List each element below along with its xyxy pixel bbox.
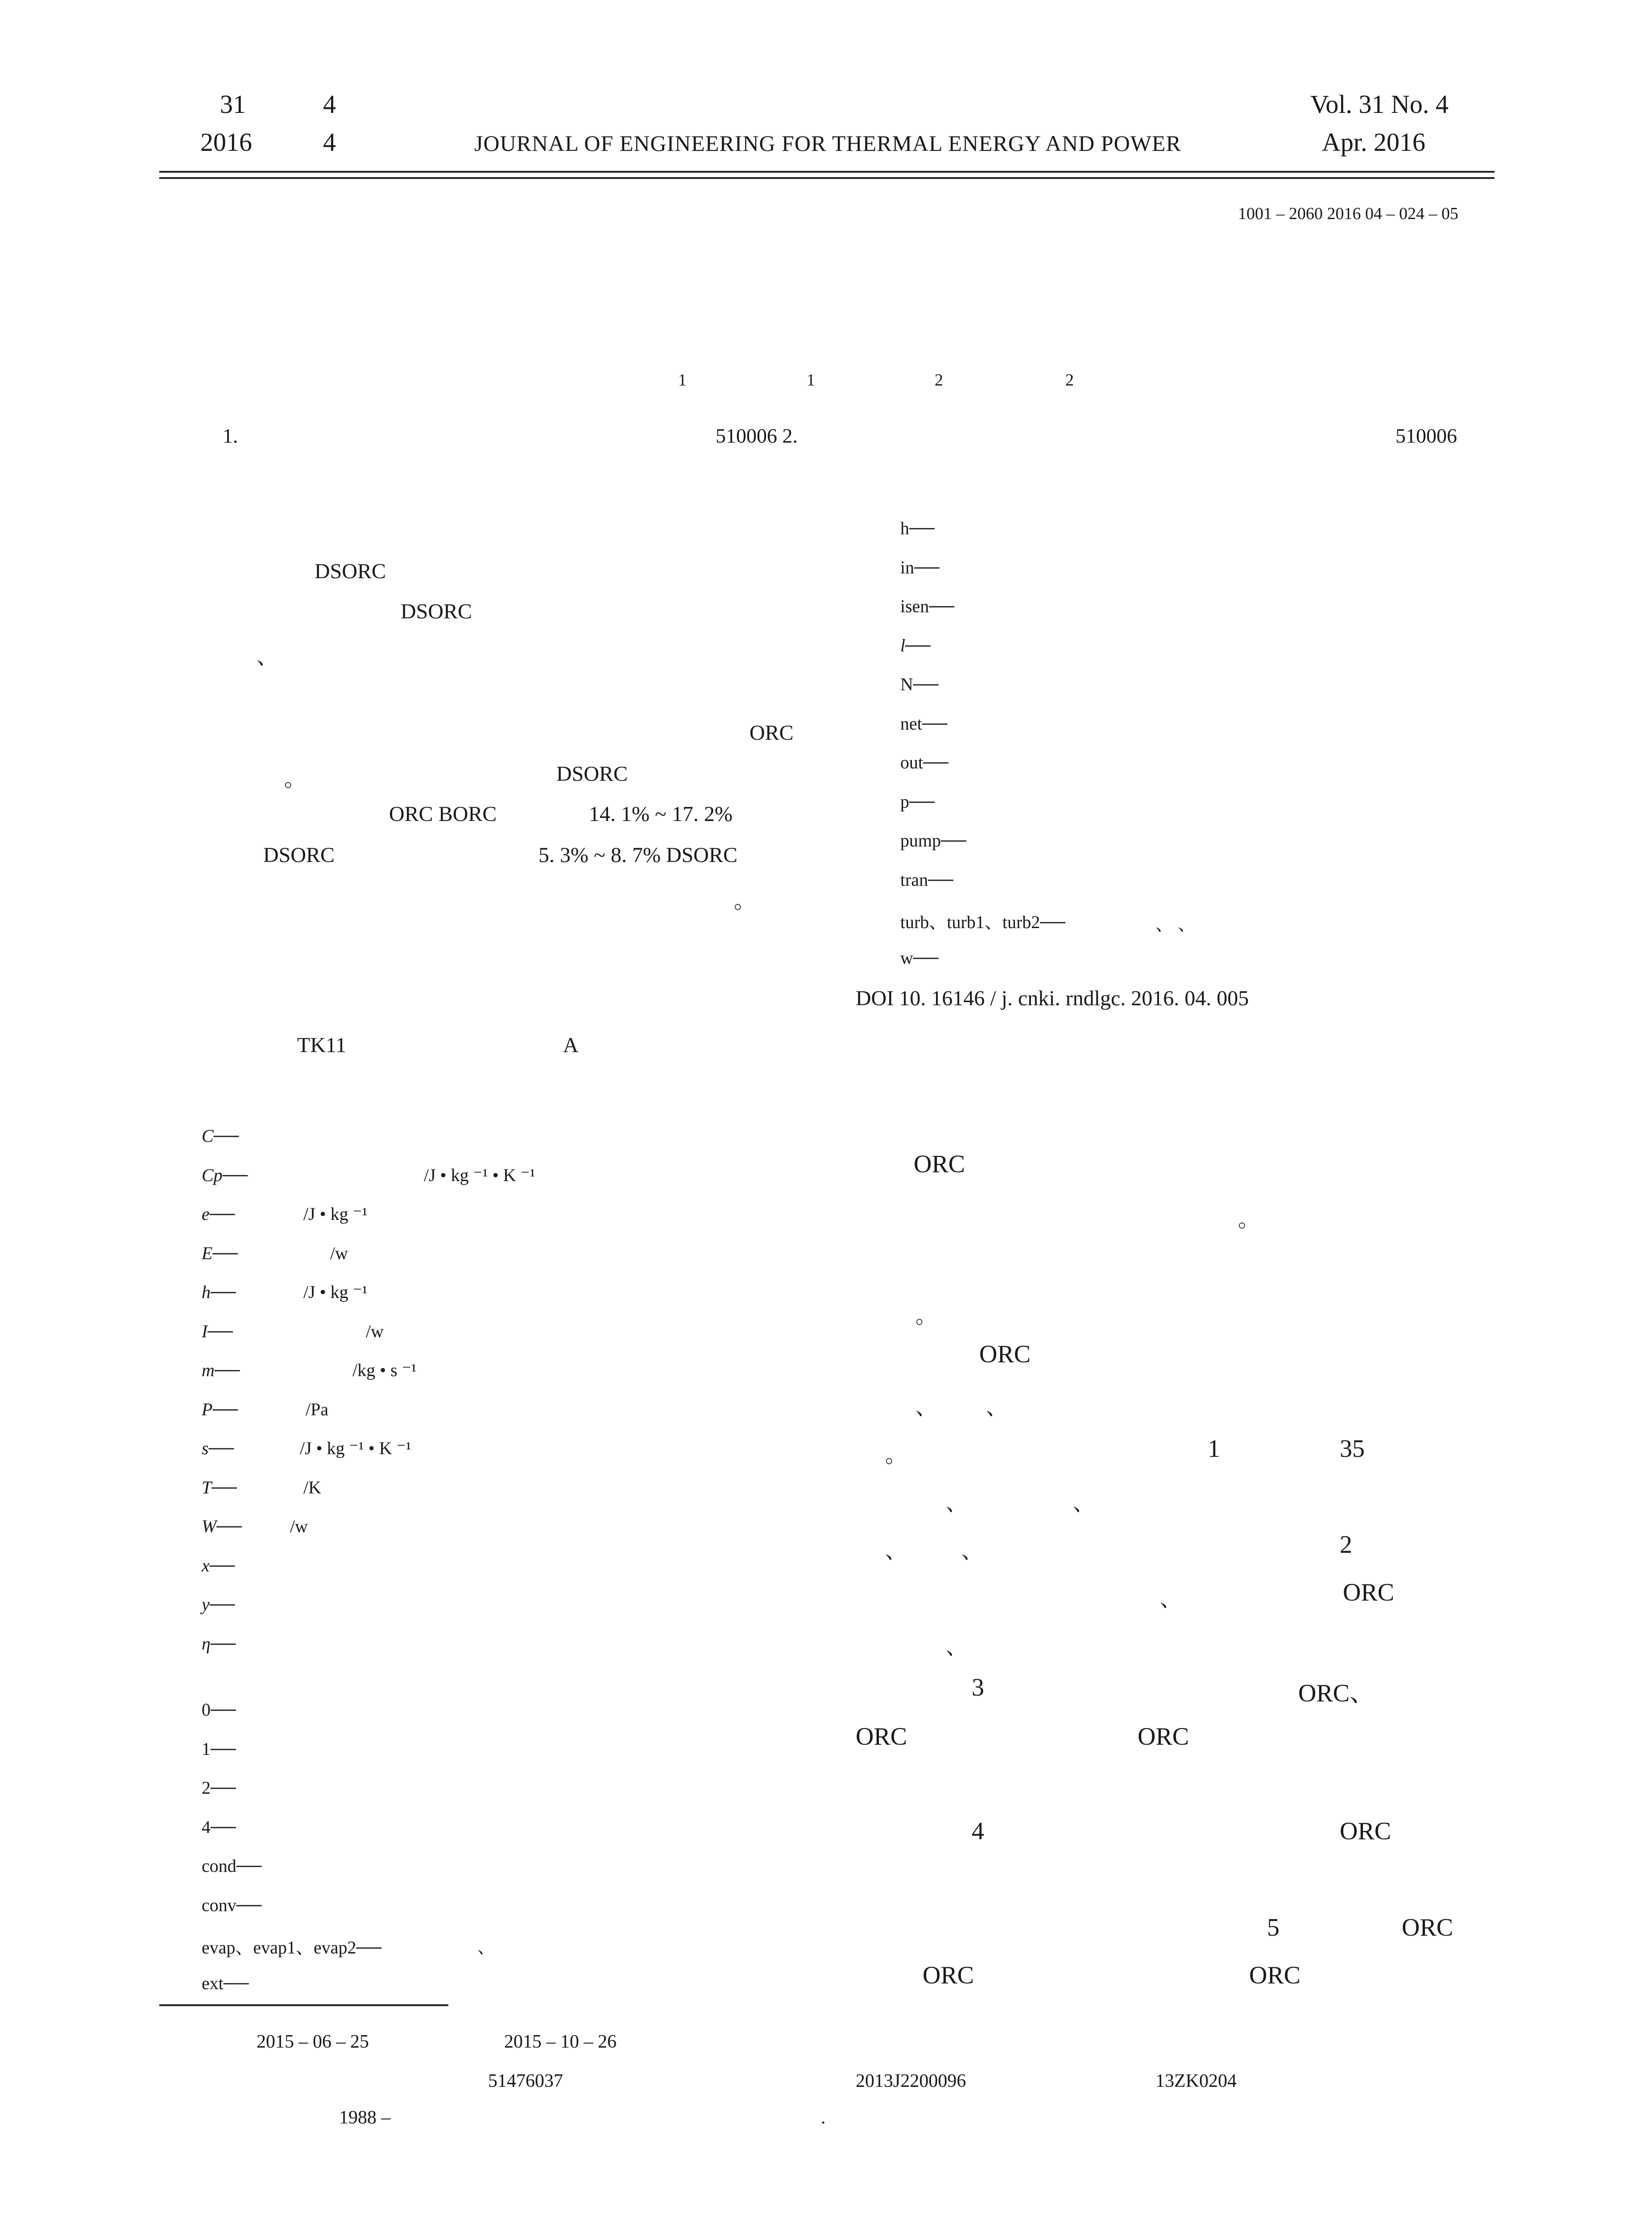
nomenclature-evap-tail: 、	[477, 1937, 495, 1957]
nomenclature-symbol: η	[202, 1633, 211, 1654]
nomenclature-symbol: Cp	[202, 1165, 223, 1185]
revised-date: 2015 – 10 – 26	[504, 2032, 617, 2052]
nomenclature-symbol: T	[202, 1477, 212, 1497]
nomenclature-unit: /J • kg ⁻¹ • K ⁻¹	[300, 1438, 411, 1458]
affiliation-1-zip: 510006 2.	[716, 424, 798, 447]
footnote-rule	[159, 2004, 448, 2006]
header-month: 4	[323, 128, 336, 157]
nomenclature-unit: /J • kg ⁻¹ • K ⁻¹	[424, 1165, 535, 1185]
abstract-text: 14. 1% ~ 17. 2%	[589, 802, 733, 826]
nomenclature-symbol: W	[202, 1516, 217, 1536]
affiliation-1-number: 1.	[223, 424, 238, 447]
nomenclature-symbol: y	[202, 1594, 210, 1614]
header-volume: 31	[220, 90, 246, 119]
nomenclature-dash: ──	[211, 1477, 237, 1497]
nomenclature-dash: ──	[216, 1516, 242, 1536]
intro-text: 1	[1208, 1435, 1220, 1463]
subscript-item: l──	[900, 635, 931, 655]
nomenclature-dash: ──	[212, 1243, 238, 1263]
abstract-text: 5. 3% ~ 8. 7% DSORC	[538, 843, 737, 867]
abstract-text: ORC BORC	[389, 802, 497, 826]
abstract-text: DSORC	[315, 560, 386, 583]
nomenclature-symbol: C	[202, 1126, 214, 1146]
subscript-item: net──	[900, 713, 948, 734]
nomenclature-dash: ──	[209, 1555, 235, 1576]
author-sup-1: 1	[678, 371, 687, 390]
affiliation-2-zip: 510006	[1395, 424, 1457, 447]
nomenclature-turb-tail: 、 、	[1155, 914, 1196, 934]
intro-text: ORC	[1138, 1723, 1189, 1750]
intro-text: ORC	[1343, 1579, 1395, 1606]
clc-number: TK11	[297, 1033, 347, 1057]
nomenclature-row	[202, 1516, 242, 1537]
nomenclature-symbol: e	[202, 1204, 210, 1224]
nomenclature-row	[202, 1165, 248, 1186]
nomenclature-row	[202, 1203, 235, 1224]
nomenclature-dash: ──	[211, 1282, 236, 1302]
intro-text: ORC、	[1298, 1679, 1375, 1707]
intro-text: 、	[885, 1539, 907, 1563]
subscript-item: w──	[900, 947, 939, 968]
intro-text: 、	[946, 1635, 968, 1659]
nomenclature-row	[202, 1438, 234, 1459]
nomenclature-unit: /Pa	[306, 1399, 329, 1419]
nomenclature-unit: /J • kg ⁻¹	[303, 1282, 368, 1302]
intro-text: ORC	[856, 1723, 907, 1750]
intro-text: 35	[1340, 1435, 1365, 1463]
intro-text: 2	[1340, 1531, 1352, 1559]
intro-text: 、	[986, 1396, 1008, 1419]
nomenclature-dash: ──	[222, 1165, 248, 1185]
abstract-text: DSORC	[263, 843, 335, 867]
subscript-item: 1──	[202, 1738, 236, 1759]
intro-text: 4	[972, 1817, 984, 1845]
intro-text: ORC	[979, 1340, 1031, 1368]
footnote-end-dot: .	[821, 2107, 826, 2128]
nomenclature-row	[202, 1125, 239, 1146]
intro-text: ORC	[923, 1961, 974, 1989]
document-code: A	[563, 1033, 579, 1057]
abstract-text: 。	[284, 767, 306, 791]
nomenclature-unit: /J • kg ⁻¹	[303, 1204, 368, 1224]
nomenclature-row	[202, 1243, 238, 1264]
header-issue: 4	[323, 90, 336, 119]
nomenclature-symbol: P	[202, 1399, 213, 1419]
nomenclature-dash: ──	[209, 1204, 235, 1224]
nomenclature-dash: ──	[212, 1399, 238, 1419]
intro-text: 、	[1160, 1588, 1182, 1611]
subscript-item: 4──	[202, 1816, 236, 1837]
subscript-item: 0──	[202, 1700, 236, 1720]
nomenclature-row	[202, 1360, 240, 1381]
nomenclature-row	[202, 1633, 236, 1654]
nomenclature-row	[202, 1399, 238, 1420]
subscript-item: p──	[900, 791, 935, 812]
header-rule-bottom	[159, 177, 1495, 179]
subscript-item: cond──	[202, 1856, 262, 1876]
intro-text: 5	[1267, 1914, 1279, 1941]
nomenclature-unit: /K	[303, 1477, 321, 1497]
author-birth-year: 1988 –	[339, 2107, 391, 2128]
nomenclature-symbol: m	[202, 1360, 215, 1380]
article-code: 1001 – 2060 2016 04 – 024 – 05	[1238, 204, 1458, 223]
subscript-item: ext──	[202, 1973, 249, 1993]
nomenclature-symbol: x	[202, 1555, 210, 1576]
nomenclature-row	[202, 1321, 233, 1342]
nomenclature-unit: /w	[366, 1321, 384, 1341]
intro-text: 、	[961, 1539, 983, 1563]
subscript-item: pump──	[900, 830, 966, 850]
nomenclature-symbol: s	[202, 1438, 209, 1458]
intro-text: 3	[972, 1674, 984, 1701]
intro-text: 。	[915, 1304, 937, 1328]
intro-text: 。	[885, 1443, 907, 1467]
nomenclature-row	[202, 1477, 237, 1498]
nomenclature-unit: /w	[290, 1516, 308, 1536]
subscript-item: h──	[900, 518, 935, 538]
abstract-text: 。	[734, 889, 756, 913]
nomenclature-dash: ──	[213, 1126, 239, 1146]
subscript-item: turb、turb1、turb2──	[900, 912, 1065, 932]
doi: DOI 10. 16146 / j. cnki. rndlgc. 2016. 04. 005	[856, 987, 1249, 1010]
intro-text: 。	[1238, 1208, 1260, 1232]
nomenclature-row	[202, 1281, 236, 1302]
intro-text: ORC	[1249, 1961, 1301, 1989]
nomenclature-dash: ──	[209, 1594, 235, 1614]
nomenclature-dash: ──	[207, 1321, 233, 1341]
nomenclature-unit: /w	[330, 1243, 348, 1263]
author-sup-3: 2	[935, 371, 943, 390]
nomenclature-row	[202, 1555, 235, 1576]
nomenclature-dash: ──	[214, 1360, 240, 1380]
header-volume-en: Vol. 31 No. 4	[1310, 90, 1449, 119]
header-year: 2016	[200, 128, 252, 157]
fund-number-2: 2013J2200096	[856, 2071, 966, 2091]
subscript-item: conv──	[202, 1895, 262, 1915]
header-date-en: Apr. 2016	[1322, 128, 1425, 157]
subscript-item: out──	[900, 752, 948, 772]
journal-title: JOURNAL OF ENGINEERING FOR THERMAL ENERGY AND POWER	[474, 131, 1181, 156]
subscript-item: in──	[900, 557, 940, 577]
intro-text: 、	[946, 1492, 968, 1515]
fund-number-3: 13ZK0204	[1155, 2071, 1237, 2091]
nomenclature-dash: ──	[208, 1438, 234, 1458]
subscript-item: N──	[900, 674, 939, 694]
intro-text: ORC	[1340, 1817, 1391, 1845]
header-rule-top	[159, 171, 1495, 173]
abstract-text: DSORC	[556, 762, 628, 786]
nomenclature-row	[202, 1594, 235, 1615]
abstract-text: ORC	[749, 721, 794, 745]
abstract-text: DSORC	[401, 600, 472, 623]
subscript-item: tran──	[900, 869, 953, 890]
intro-text: 、	[1073, 1492, 1095, 1515]
author-sup-4: 2	[1065, 371, 1074, 390]
abstract-text: 、	[257, 645, 278, 669]
subscript-item: 2──	[202, 1778, 236, 1798]
nomenclature-symbol: E	[202, 1243, 213, 1263]
fund-number-1: 51476037	[488, 2071, 563, 2091]
subscript-item: isen──	[900, 596, 955, 616]
intro-text: ORC	[914, 1150, 965, 1178]
nomenclature-dash: ──	[210, 1633, 236, 1654]
received-date: 2015 – 06 – 25	[257, 2032, 369, 2052]
author-sup-2: 1	[807, 371, 815, 390]
nomenclature-unit: /kg • s ⁻¹	[352, 1360, 417, 1380]
subscript-item: evap、evap1、evap2──	[202, 1937, 382, 1957]
nomenclature-symbol: h	[202, 1282, 211, 1302]
nomenclature-symbol: I	[202, 1321, 208, 1341]
intro-text: 、	[915, 1396, 937, 1419]
intro-text: ORC	[1402, 1914, 1453, 1941]
